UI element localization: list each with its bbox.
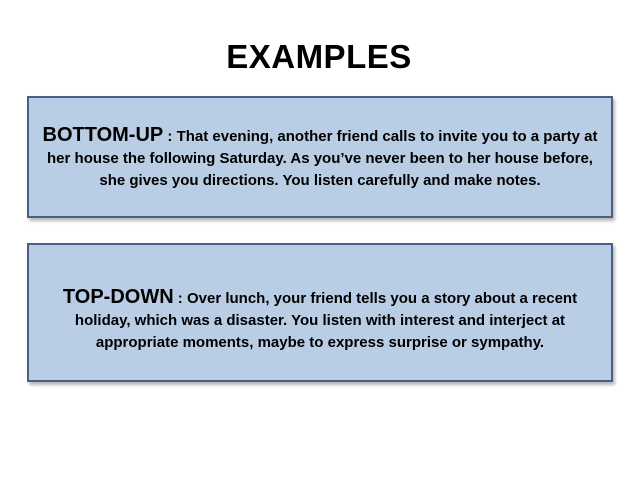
- example-box-bottom-up: [27, 96, 613, 218]
- example-term: BOTTOM-UP: [42, 124, 164, 146]
- example-description: That evening, another friend calls to invite you to a party at her house the following Saturday. As you’ve never been to her house before, she gives you directions. You listen carefully and make notes.: [47, 128, 598, 189]
- example-separator: :: [173, 289, 187, 307]
- example-separator: :: [163, 128, 177, 145]
- example-box-top-down: [27, 243, 613, 382]
- slide-title: EXAMPLES: [226, 38, 412, 75]
- example-text: [29, 272, 611, 354]
- example-description: Over lunch, your friend tells you a story about a recent holiday, which was a disaster. You listen with interest and interject at appropriate moments, maybe to express surprise or sympathy.: [74, 289, 578, 351]
- example-term: TOP-DOWN: [62, 285, 174, 308]
- example-text: [29, 122, 611, 192]
